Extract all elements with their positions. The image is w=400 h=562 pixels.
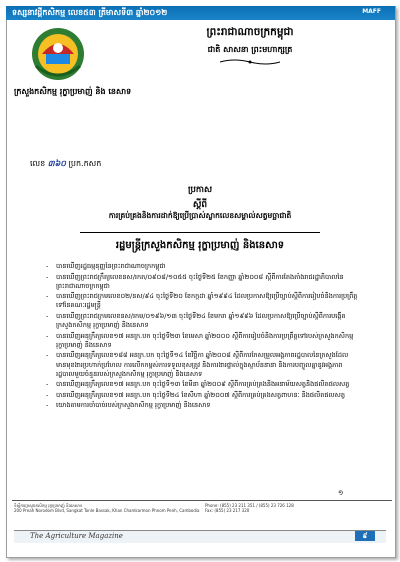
footer-address-khmer: ទីស្ដីការក្រសួងកសិកម្ម រុក្ខាប្រមាញ់ និងនេសាទ: [14, 503, 83, 508]
header-band: [6, 6, 395, 20]
footer-phone: Phone: (855) 23 211 351 / (855) 23 726 128: [205, 503, 294, 508]
magazine-issue-label: ទស្សនាវដ្ដីកសិកម្ម លេខ៥៣ ត្រីមាសទី៣ ឆ្នាំ២០១២: [12, 8, 168, 17]
reference-value: ៣៦០: [47, 159, 66, 168]
national-motto: ជាតិ សាសនា ព្រះមហាក្សត្រ: [207, 45, 293, 54]
ministry-name: ក្រសួងកសិកម្ម រុក្ខាប្រមាញ់ និង នេសាទ: [14, 87, 132, 96]
document-subject: ការគ្រប់គ្រងនិងការដាក់ឱ្យប្រើប្រាស់ស្លាកលេខសម្គាល់សត្វមច្ឆាជាតិ: [108, 211, 292, 220]
magazine-title: The Agriculture Magazine: [30, 532, 123, 540]
preamble-item: - បានឃើញអនុក្រឹត្យលេខ១៧ អនក្រ.បក ចុះថ្ងៃទី២៣ ខែមេសា ឆ្នាំ២០០០ ស្ដីពីការរៀបចំនិងការប្រព្រឹត្តទៅរបស់ក្រសួងកសិកម្ម រុក្ខាប្រមាញ់ និងនេសាទ: [46, 332, 358, 350]
preamble-item: - បានឃើញព្រះរាជក្រមលេខនស/រកម/០១៩៦/១៣ ចុះថ្ងៃទី២៤ ខែមករា ឆ្នាំ១៩៩៦ ដែលប្រកាសឱ្យប្រើច្បាប់ស្ដីពីការបង្កើតក្រសួងកសិកម្ម រុក្ខាប្រមាញ់ និងនេសាទ: [46, 312, 358, 330]
preamble-item: - បានឃើញព្រះរាជក្រឹត្យលេខនស/រកត/០៩០៨/១០៥៥ ចុះថ្ងៃទី២៥ ខែកញ្ញា ឆ្នាំ២០០៨ ស្ដីពីការតែងតាំងរាជរដ្ឋាភិបាលនៃព្រះរាជាណាចក្រកម្ពុជា: [46, 273, 358, 291]
ornament-divider: [218, 58, 282, 66]
preamble-item: - បានឃើញរដ្ឋធម្មនុញ្ញនៃព្រះរាជាណាចក្រកម្ពុជា: [46, 262, 358, 271]
preamble-item: - យោងតាមការចាំបាច់របស់ក្រសួងកសិកម្ម រុក្ខាប្រមាញ់ និងនេសាទ: [46, 401, 358, 410]
footer-divider: [12, 500, 392, 501]
footer-contact: [205, 503, 355, 513]
footer-fax: Fax: (855) 23 217 320: [205, 508, 250, 513]
page-number: ១: [338, 489, 344, 497]
reference-prefix: លេខ: [30, 159, 46, 168]
preamble-item: - បានឃើញអនុក្រឹត្យលេខ១៧ អនក្រ.បក ចុះថ្ងៃទី២៤ ខែសីហា ឆ្នាំ២០០៧ ស្ដីពីការគ្រប់គ្រងសត្វពាហនៈ និងផលិតផលសត្វ: [46, 391, 358, 400]
preamble-item: - បានឃើញអនុក្រឹត្យលេខ១៨៨ អនក្រ.បក ចុះថ្ងៃទី១៤ ខែវិច្ឆិកា ឆ្នាំ២០០៨ ស្ដីពីការកែសម្រួលអង្គភាពរដ្ឋបាលនៃក្រសួងដែលមានមុខងារប្រហាក់ប្រហែល ការលើកកម្ពស់ការទទួលខុសត្រូវ និងការងារផ្ទាល់ក្នុងស្ថាប័ននានា និងការបញ្ចូលគ្នានូវអង្គភាពរដ្ឋបាលមួយចំនួនរបស់ក្រសួងកសិកម្ម រុក្ខាប្រមាញ់ និងនេសាទ: [46, 351, 358, 379]
issuer-title: រដ្ឋមន្ត្រីក្រសួងកសិកម្ម រុក្ខាប្រមាញ់ និងនេសាទ: [115, 240, 285, 251]
ministry-logo: [30, 26, 86, 82]
magazine-page-number: ៩: [355, 531, 375, 541]
ministry-abbreviation: MAFF: [362, 8, 381, 15]
document-type: ប្រកាស: [187, 185, 213, 195]
subject-label: ស្ដីពី: [192, 200, 208, 210]
preamble-list: [46, 262, 358, 412]
preamble-item: - បានឃើញព្រះរាជក្រមលេខ០២/នស/៩៤ ចុះថ្ងៃទី២០ ខែកក្កដា ឆ្នាំ១៩៩៤ ដែលប្រកាសឱ្យប្រើច្បាប់ស្ដីពីការរៀបចំនិងការប្រព្រឹត្តទៅនៃគណៈរដ្ឋមន្ត្រី: [46, 292, 358, 310]
reference-suffix: ប្រក.កសក: [68, 159, 102, 168]
title-divider: [80, 232, 320, 233]
reference-number: [30, 158, 101, 170]
footer-address-english: 200 Preah Norodom Blvd, Sangkat Tonle Bassak, Khan Chamkarmon Phnom Penh, Cambodia: [14, 508, 200, 513]
kingdom-title: ព្រះរាជាណាចក្រកម្ពុជា: [206, 26, 294, 38]
footer-address: [14, 503, 214, 513]
preamble-item: - បានឃើញអនុក្រឹត្យលេខ១៧ អនក្រ.បក ចុះថ្ងៃទី១៣ ខែមីនា ឆ្នាំ២០០៩ ស្ដីពីការគ្រប់គ្រងនិងអនាម័យសត្វនិងផលិតផលសត្វ: [46, 380, 358, 389]
